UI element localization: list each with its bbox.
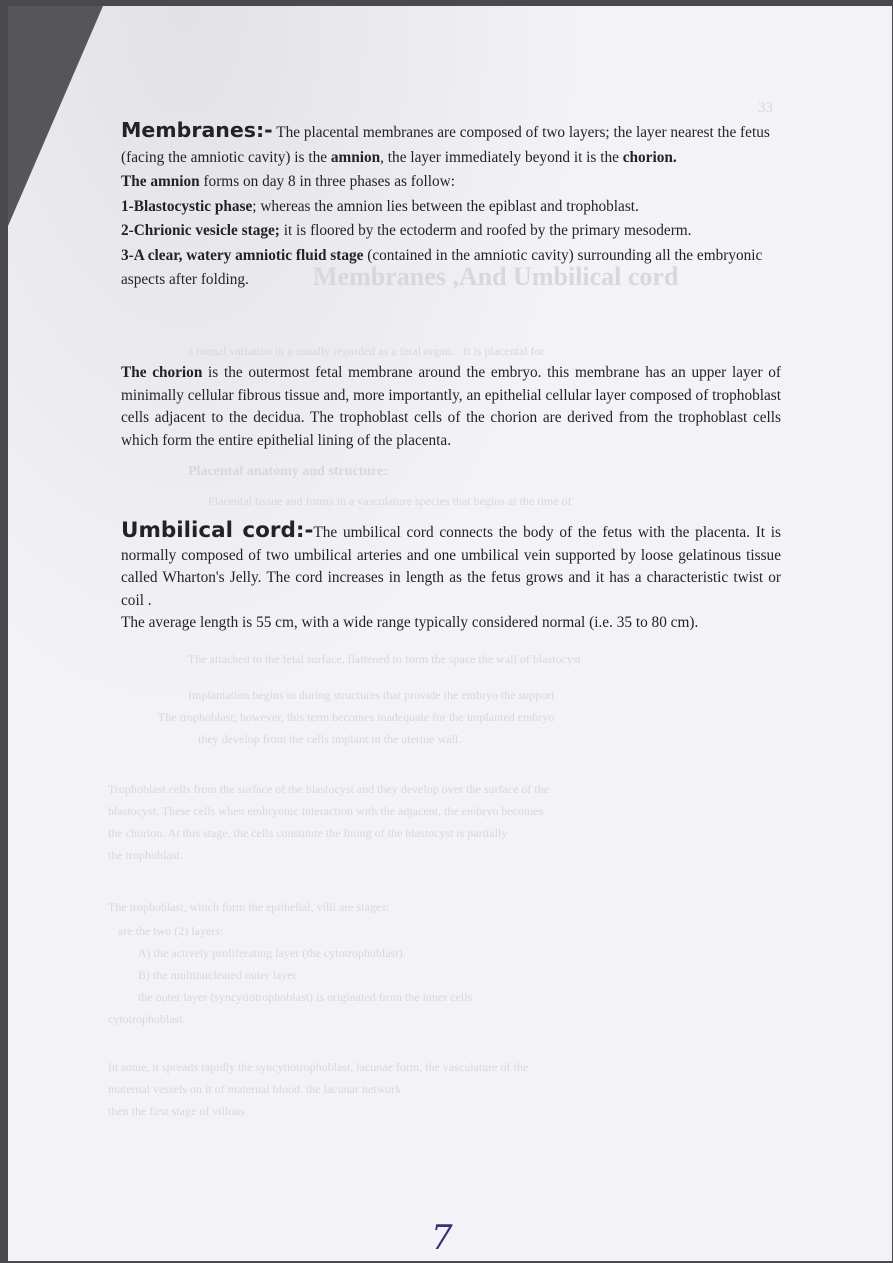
amnion-text: forms on day 8 in three phases as follow: (199, 173, 455, 190)
chorion-paragraph (121, 362, 781, 452)
document-page (8, 6, 892, 1261)
amnion-label: The amnion (121, 173, 200, 190)
show-through-title: Membranes ,And Umbilical cord (313, 262, 679, 291)
show-through-line: blastocyst. These cells when embryonic interaction with the adjacent, the embryo becomes (108, 804, 544, 818)
show-through-line: then the first stage of villous (108, 1104, 245, 1118)
umbilical-section (121, 520, 781, 635)
show-through-mark: 33 (758, 100, 773, 116)
show-through-line: Trophoblast cells from the surface of the blastocyst and they develop over the surface of the (108, 782, 550, 796)
membranes-heading: Membranes:- (121, 118, 273, 142)
show-through-line: maternal vessels on it of maternal blood. the lacunar network (108, 1082, 402, 1096)
show-through-line: a nomal variation in a usually regarded as a fetal organ... It is placental for (188, 344, 545, 358)
show-through-line: the chorion. At this stage, the cells constitute the lining of the blastocyst is partially (108, 826, 508, 840)
phase-2-label: 2-Chrionic vesicle stage; (121, 222, 280, 239)
chorion-label: The chorion (121, 364, 203, 381)
show-through-line: Implantation begins to during structures that provide the embryo the support (188, 688, 555, 702)
page-number: 7 (431, 1218, 453, 1258)
amnion-paragraph (121, 170, 781, 195)
phase-1-label: 1-Blastocystic phase (121, 197, 253, 215)
show-through-line: the trophoblast. (108, 848, 183, 862)
phase-3 (121, 244, 781, 293)
page-corner-shadow (8, 6, 103, 226)
show-through-line: Placental tissue and forms in a vasculature species that begins at the time of (208, 494, 572, 508)
phase-1-text: ; whereas the amnion lies between the epiblast and trophoblast. (252, 197, 639, 215)
phase-3-label: 3-A clear, watery amniotic fluid stage (121, 246, 364, 264)
umbilical-paragraph (121, 520, 781, 612)
umbilical-length: The average length is 55 cm, with a wide range typically considered normal (i.e. 35 to 80 cm). (121, 614, 699, 631)
chorion-section (121, 362, 781, 452)
membranes-intro-text: The placental membranes are composed of two layers; the layer nearest the fetus (facing the amniotic cavity) is the (121, 124, 770, 166)
show-through-line: they develop from the cells implant in the uterine wall. (198, 732, 462, 746)
phase-2 (121, 219, 781, 244)
membranes-section (121, 118, 781, 293)
phase-3-text: (contained in the amniotic cavity) surrounding all the embryonic aspects after folding. (121, 246, 763, 288)
show-through-line: are the two (2) layers: (118, 924, 224, 938)
show-through-line: The trophoblast, which form the epithelial, villi are stages: (108, 900, 390, 914)
chorion-text: is the outermost fetal membrane around the embryo. this membrane has an upper layer of minimally cellular fibrous tissue and, more importantly, an epithelial cellular layer composed of trophoblast cells adjacent to the decidua. The trophoblast cells of the chorion are derived from the trophoblast cells which form the entire epithelial lining of the placenta. (121, 364, 781, 449)
phase-1 (121, 195, 781, 220)
membranes-intro (121, 118, 781, 170)
show-through-line: B) the multinucleated outer layer (138, 968, 297, 982)
show-through-line: the outer layer (syncytiotrophoblast) is originated from the inner cells (138, 990, 473, 1004)
umbilical-text: The umbilical cord connects the body of the fetus with the placenta. It is normally composed of two umbilical arteries and one umbilical vein supported by loose gelatinous tissue called Wharton's Jelly. The cord increases in length as the fetus grows and it has a characteristic twist or coil . (121, 524, 782, 609)
chorion-term: chorion. (622, 148, 677, 166)
umbilical-heading: Umbilical cord:- (121, 518, 314, 543)
show-through-heading: Placental anatomy and structure: (188, 464, 388, 479)
membranes-intro-text-2: , the layer immediately beyond it is the (380, 148, 623, 166)
show-through-line: cytotrophoblast. (108, 1012, 186, 1026)
show-through-line: A) the actively proliferating layer (the cytotrophoblast). (138, 946, 406, 960)
show-through-line: The trophoblast; however, this term becomes inadequate for the implanted embryo (158, 710, 555, 724)
amnion-term: amnion (330, 148, 381, 166)
show-through-line: The attached to the fetal surface, flattened to form the space the wall of blastocyst (188, 652, 581, 666)
phase-2-text: it is floored by the ectoderm and roofed by the primary mesoderm. (279, 222, 692, 239)
show-through-line: In some, it spreads rapidly the syncytiotrophoblast, lacunae form, the vasculature of the (108, 1060, 529, 1074)
